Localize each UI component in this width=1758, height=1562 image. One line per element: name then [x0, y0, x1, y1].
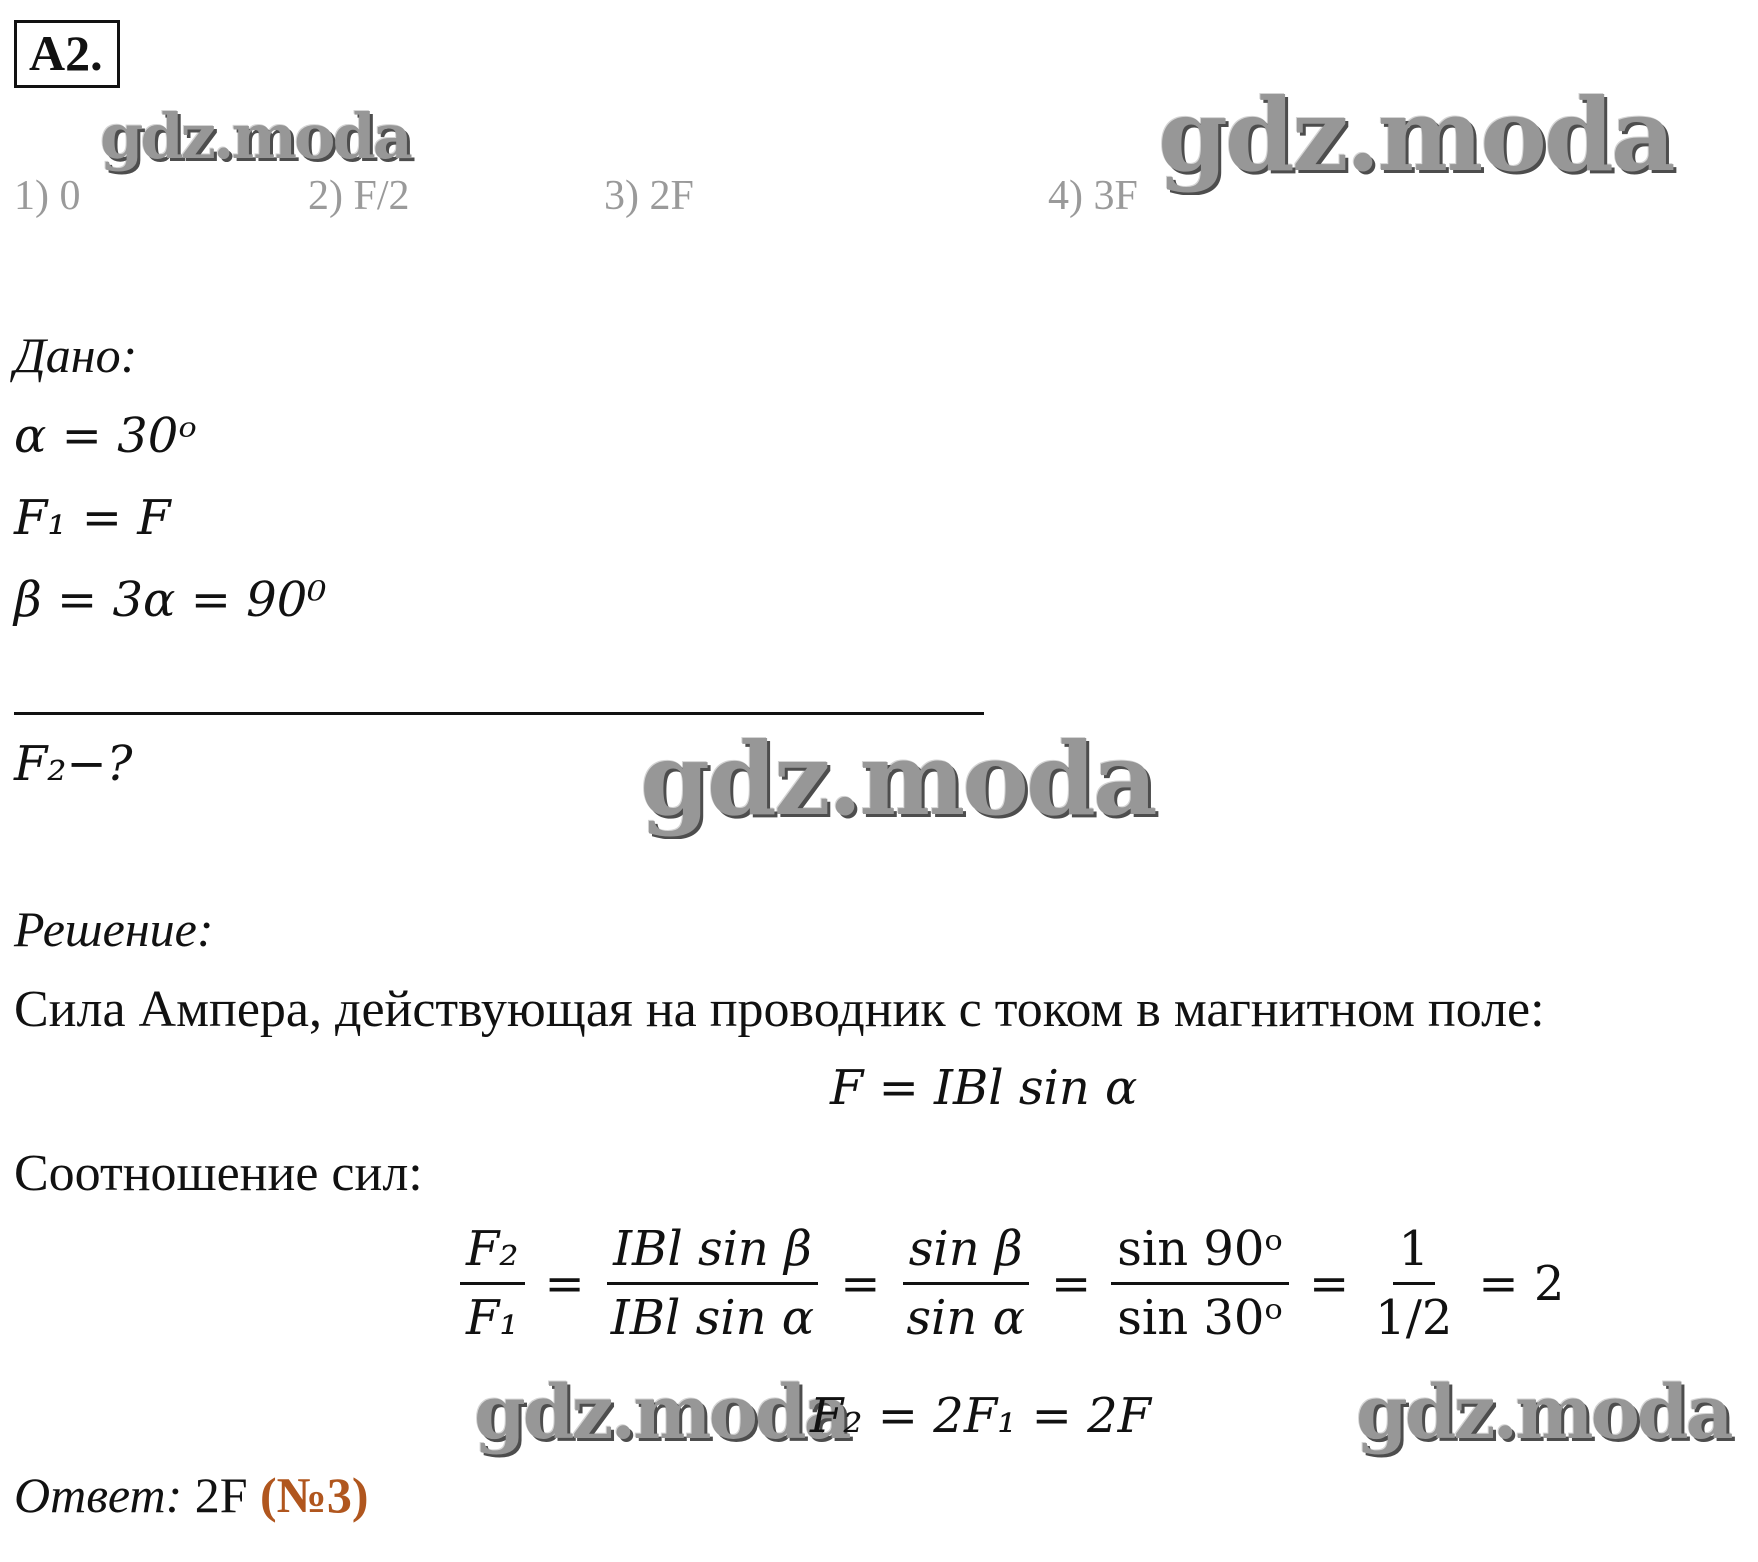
- fraction-numerator: IBl sin β: [607, 1220, 818, 1285]
- given-force-1: F₁ = F: [14, 490, 171, 546]
- formula-force-2-result: F₂ = 2F₁ = 2F: [810, 1388, 1151, 1444]
- solution-text-ratio: Соотношение сил:: [14, 1145, 423, 1202]
- formula-ampere-force: F = IBl sin α: [830, 1060, 1138, 1116]
- fraction: [1111, 1220, 1289, 1347]
- watermark-logo: gdz.moda: [474, 1370, 849, 1456]
- solution-text-ampere: Сила Ампера, действующая на проводник с током в магнитном поле:: [14, 981, 1545, 1038]
- given-beta: β = 3α = 90⁰: [14, 572, 327, 628]
- given-divider: [14, 712, 984, 715]
- fraction-numerator: sin β: [903, 1220, 1029, 1285]
- fraction-numerator: sin 90ᵒ: [1111, 1220, 1289, 1285]
- watermark-logo: gdz.moda: [1356, 1370, 1731, 1456]
- fraction-denominator: sin 30ᵒ: [1117, 1290, 1283, 1346]
- fraction-denominator: IBl sin α: [610, 1290, 815, 1346]
- given-label: Дано:: [14, 327, 138, 383]
- equals-sign: =: [544, 1255, 585, 1312]
- answer-value: 2F: [194, 1467, 248, 1523]
- option-2: 2) F/2: [308, 173, 410, 219]
- answer-line: [14, 1466, 369, 1524]
- fraction: [460, 1220, 525, 1347]
- given-alpha: α = 30ᵒ: [14, 408, 197, 464]
- option-4: 4) 3F: [1048, 173, 1138, 219]
- equals-sign: =: [1308, 1255, 1350, 1312]
- watermark-logo: gdz.moda: [100, 100, 410, 173]
- option-1: 1) 0: [14, 173, 81, 219]
- answer-label: Ответ:: [14, 1467, 183, 1523]
- solution-label: Решение:: [14, 901, 214, 957]
- fraction-denominator: F₁: [466, 1290, 519, 1346]
- equals-sign: =: [1050, 1255, 1092, 1312]
- watermark-logo: gdz.moda: [1158, 76, 1673, 194]
- answer-option-ref: (№3): [260, 1467, 369, 1523]
- fraction-numerator: F₂: [460, 1220, 525, 1285]
- option-3: 3) 2F: [604, 173, 694, 219]
- equals-sign: =: [840, 1255, 881, 1312]
- find-force-2: F₂−?: [14, 736, 133, 792]
- watermark-logo: gdz.moda: [640, 720, 1155, 838]
- task-number: A2.: [14, 20, 120, 88]
- fraction: [1369, 1220, 1458, 1347]
- fraction-denominator: sin α: [906, 1290, 1025, 1346]
- fraction-numerator: 1: [1393, 1220, 1436, 1285]
- ratio-equation: [450, 1220, 1574, 1347]
- ratio-result: = 2: [1478, 1255, 1565, 1312]
- fraction-denominator: 1/2: [1375, 1290, 1453, 1346]
- fraction: [605, 1220, 820, 1347]
- fraction: [900, 1220, 1031, 1347]
